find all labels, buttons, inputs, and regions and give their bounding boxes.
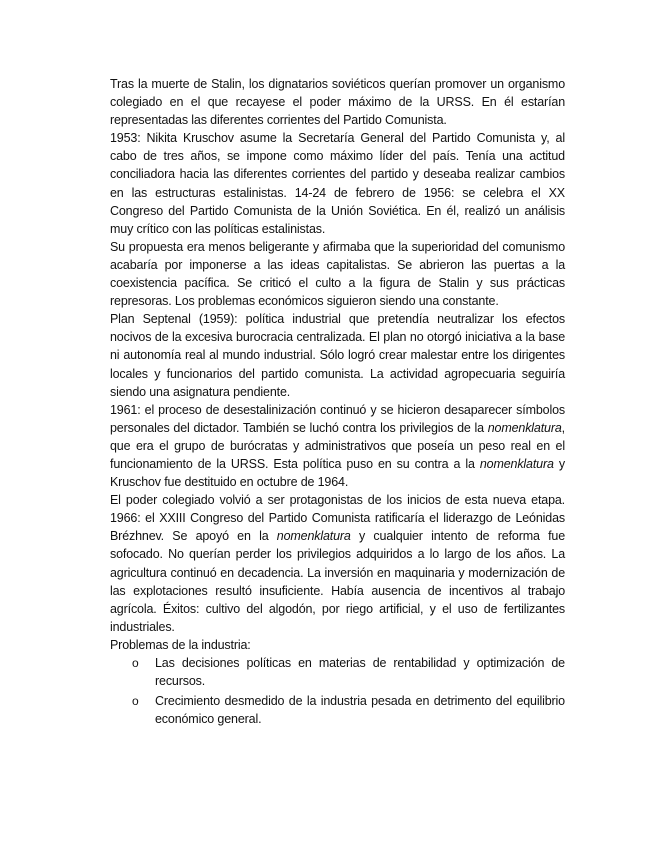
text-span: El poder colegiado volvió a ser protagonistas de los inicios de esta nueva etapa. 1966: el XXIII Congreso del Partido Comunista ratificaría el liderazgo de Leónidas Brézhnev. Se apoyó en la [110, 493, 565, 544]
text-span: 1961: el proceso de desestalinización continuó y se hicieron desaparecer símbolos personales del dictador. También se luchó contra los privilegios de la [110, 402, 565, 435]
document-body [110, 75, 565, 728]
paragraph-brezhnev [110, 491, 565, 636]
text-span: y Kruschov fue destituido en octubre de 1964. [110, 456, 565, 490]
text-span: y cualquier intento de reforma fue sofocado. No querían perder los privilegios adquiridos a lo largo de los años. La agricultura continuó en decadencia. La inversión en maquinaria y modernización de las explotaciones resultó insuficiente. Había ausencia de incentivos al trabajo agrícola. Éxitos: cultivo del algodón, por riego artificial, y el uso de fertilizantes industriales. [110, 529, 565, 634]
list-item: o Las decisiones políticas en materias de rentabilidad y optimización de recursos. [110, 654, 565, 690]
list-item: o Crecimiento desmedido de la industria pesada en detrimento del equilibrio económico general. [110, 692, 565, 728]
paragraph-1961 [110, 401, 565, 491]
italic-term: nomenklatura [487, 420, 562, 435]
italic-term: nomenklatura [479, 456, 554, 471]
industry-problems-list [110, 654, 565, 728]
paragraph-1953-kruschov: 1953: Nikita Kruschov asume la Secretaría General del Partido Comunista y, al cabo de tres años, se impone como máximo líder del país. Tenía una actitud conciliadora hacia las diferentes corrientes del partido y deseaba realizar cambios en las estructuras estalinistas. 14-24 de febrero de 1956: se celebra el XX Congreso del Partido Comunista de la Unión Soviética. En él, realizó un análisis muy crítico con las políticas estalinistas. [110, 131, 565, 236]
text-span: , que era el grupo de burócratas y administrativos que poseía un peso real en el funcionamiento de la URSS. Esta política puso en su contra a la [110, 420, 565, 471]
italic-term: nomenklatura [276, 529, 351, 544]
paragraph-industry-problems-heading: Problemas de la industria: [110, 637, 251, 652]
paragraph-coexistence: Su propuesta era menos beligerante y afirmaba que la superioridad del comunismo acabaría por imponerse a las ideas capitalistas. Se abrieron las puertas a la coexistencia pacífica. Se criticó el culto a la figura de Stalin y sus prácticas represoras. Los problemas económicos siguieron siendo una constante. [110, 239, 565, 309]
paragraph-plan-septenal: Plan Septenal (1959): política industrial que pretendía neutralizar los efectos nocivos de la excesiva burocracia centralizada. El plan no otorgó iniciativa a la base ni autonomía real al mundo industrial. Sólo logró crear malestar entre los dirigentes locales y funcionarios del partido comunista. La actividad agropecuaria seguiría siendo una asignatura pendiente. [110, 312, 565, 399]
paragraph-stalin-death: Tras la muerte de Stalin, los dignatarios soviéticos querían promover un organismo colegiado en el que recayese el poder máximo de la URSS. En él estarían representadas las diferentes corrientes del Partido Comunista. [110, 77, 565, 128]
